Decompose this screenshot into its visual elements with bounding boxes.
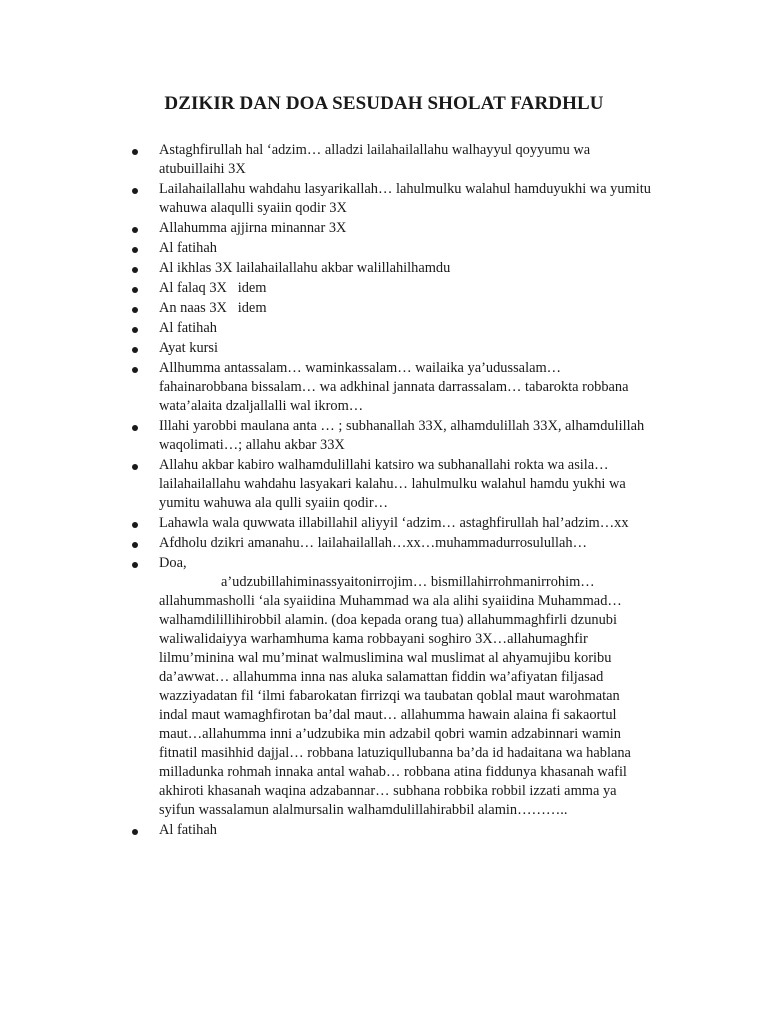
doa-label: Doa, <box>159 555 187 571</box>
list-item <box>132 534 652 553</box>
bullet-icon <box>132 542 138 548</box>
list-item <box>132 514 652 533</box>
list-item <box>132 259 652 278</box>
item-text: Lahawla wala quwwata illabillahil aliyyil ‘adzim… astaghfirullah hal’adzim…xx <box>159 515 629 531</box>
item-text: Allahumma ajjirna minannar 3X <box>159 220 347 236</box>
list-item <box>132 141 652 179</box>
item-text: Illahi yarobbi maulana anta … ; subhanallah 33X, alhamdulillah 33X, alhamdulillah waqolimati…; allahu akbar 33X <box>159 418 645 453</box>
dzikir-list <box>132 141 652 841</box>
bullet-icon <box>132 327 138 333</box>
bullet-icon <box>132 188 138 194</box>
bullet-icon <box>132 307 138 313</box>
list-item <box>132 319 652 338</box>
list-item <box>132 339 652 358</box>
bullet-icon <box>132 347 138 353</box>
item-text: Ayat kursi <box>159 340 219 356</box>
bullet-icon <box>132 464 138 470</box>
list-item <box>132 359 652 416</box>
item-text: An naas 3X idem <box>159 300 267 316</box>
item-text: Al fatihah <box>159 240 217 256</box>
item-text: Lailahailallahu wahdahu lasyarikallah… lahulmulku walahul hamduyukhi wa yumitu wahuwa alaqulli syaiin qodir 3X <box>159 181 651 216</box>
list-item-doa <box>132 554 652 820</box>
bullet-icon <box>132 287 138 293</box>
bullet-icon <box>132 562 138 568</box>
bullet-icon <box>132 149 138 155</box>
list-item <box>132 180 652 218</box>
bullet-icon <box>132 425 138 431</box>
item-text: Al ikhlas 3X lailahailallahu akbar walillahilhamdu <box>159 260 451 276</box>
list-item <box>132 239 652 258</box>
bullet-icon <box>132 267 138 273</box>
doa-text-content: a’udzubillahiminassyaitonirrojim… bismillahirrohmanirrohim… allahummasholli ‘ala syaiidina Muhammad wa ala alihi syaiidina Muhammad… walhamdilillihirobbil alamin. (doa kepada orang tua) allahummaghfirli dzunubi waliwalidaiyya warhamhuma kama robbayani soghiro 3X…allahumaghfir lilmu’minina wal mu’minat walmuslimina wal muslimat al ahyamujibu koribu da’awwat… allahumma inna nas aluka salamattan fiddin wa’afiyatan filjasad wazziyadatan fil ‘ilmi fabarokatan firrizqi wa taubatan qoblal maut warohmatan indal maut wamaghfirotan ba’dal maut… allahumma hawain alaina fi sakaortul maut…allahumma inni a’udzubika min adzabil qobri wamin adzabinnari wamin fitnatil masihhid dajjal… robbana latuziqullubanna ba’da id hadaitana wa hablana milladunka rohmah innaka antal wahab… robbana atina fiddunya khasanah wafil akhiroti khasanah waqina adzabannar… subhana robbika robbil izzati amma ya syifun wassalamun alalmursalin walhamdulillahirabbil alamin……….. <box>159 574 631 818</box>
item-text: Allhumma antassalam… waminkassalam… wailaika ya’udussalam… fahainarobbana bissalam… wa adkhinal jannata darrassalam… tabarokta robbana wata’alaita dzaljallalli wal ikrom… <box>159 360 629 414</box>
bullet-icon <box>132 247 138 253</box>
bullet-icon <box>132 227 138 233</box>
item-text: Allahu akbar kabiro walhamdulillahi katsiro wa subhanallahi rokta wa asila… lailahailallahu wahdahu lasyakari kalahu… lahulmulku walahul hamdu yukhi wa yumitu wahuwa ala qulli syaiin qodir… <box>159 457 626 511</box>
item-text: Afdholu dzikri amanahu… lailahailallah…xx…muhammadurrosulullah… <box>159 535 588 551</box>
list-item <box>132 417 652 455</box>
list-item <box>132 821 652 840</box>
bullet-icon <box>132 829 138 835</box>
list-item <box>132 299 652 318</box>
list-item <box>132 219 652 238</box>
doa-text <box>159 573 652 820</box>
item-text: Al fatihah <box>159 320 217 336</box>
list-item <box>132 456 652 513</box>
item-text: Astaghfirullah hal ‘adzim… alladzi lailahailallahu walhayyul qoyyumu wa atubuillaihi 3X <box>159 142 591 177</box>
bullet-icon <box>132 522 138 528</box>
document-title: DZIKIR DAN DOA SESUDAH SHOLAT FARDHLU <box>164 93 604 114</box>
list-item <box>132 279 652 298</box>
bullet-icon <box>132 367 138 373</box>
item-text: Al fatihah <box>159 822 217 838</box>
item-text: Al falaq 3X idem <box>159 280 267 296</box>
